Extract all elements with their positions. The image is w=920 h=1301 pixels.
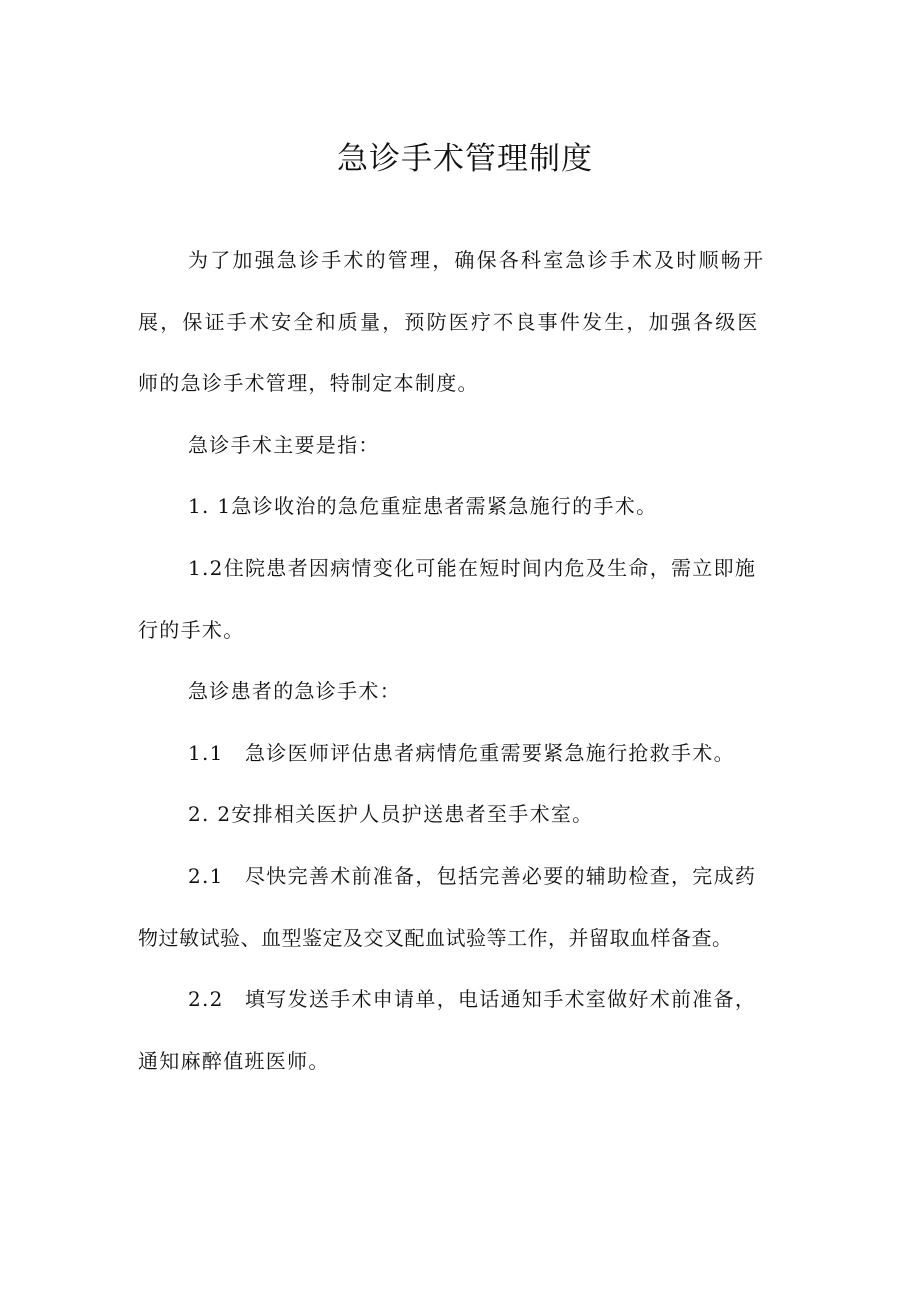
list-item-continuation: 物过敏试验、血型鉴定及交叉配血试验等工作，并留取血样备查。 xyxy=(138,925,733,950)
list-item: 2.2 填写发送手术申请单，电话通知手术室做好术前准备， xyxy=(188,987,757,1012)
document-title: 急诊手术管理制度 xyxy=(337,141,593,177)
paragraph-line: 为了加强急诊手术的管理，确保各科室急诊手术及时顺畅开 xyxy=(188,248,766,272)
list-item: 2.1 尽快完善术前准备，包括完善必要的辅助检查，完成药 xyxy=(188,863,757,888)
section-heading: 急诊患者的急诊手术： xyxy=(188,679,401,704)
document-body xyxy=(138,230,818,1092)
paragraph-line: 展，保证手术安全和质量，预防医疗不良事件发生，加强各级医 xyxy=(138,309,760,334)
list-item: 1. 1急诊收治的急危重症患者需紧急施行的手术。 xyxy=(188,494,658,519)
list-item: 2. 2安排相关医护人员护送患者至手术室。 xyxy=(188,802,594,827)
list-item-continuation: 行的手术。 xyxy=(138,617,245,642)
list-item: 1.1 急诊医师评估患者病情危重需要紧急施行抢救手术。 xyxy=(188,740,735,765)
list-item-continuation: 通知麻醉值班医师。 xyxy=(138,1048,330,1073)
list-item: 1.2住院患者因病情变化可能在短时间内危及生命，需立即施 xyxy=(188,555,757,580)
paragraph-line: 师的急诊手术管理，特制定本制度。 xyxy=(138,371,479,396)
section-heading: 急诊手术主要是指： xyxy=(188,432,380,457)
